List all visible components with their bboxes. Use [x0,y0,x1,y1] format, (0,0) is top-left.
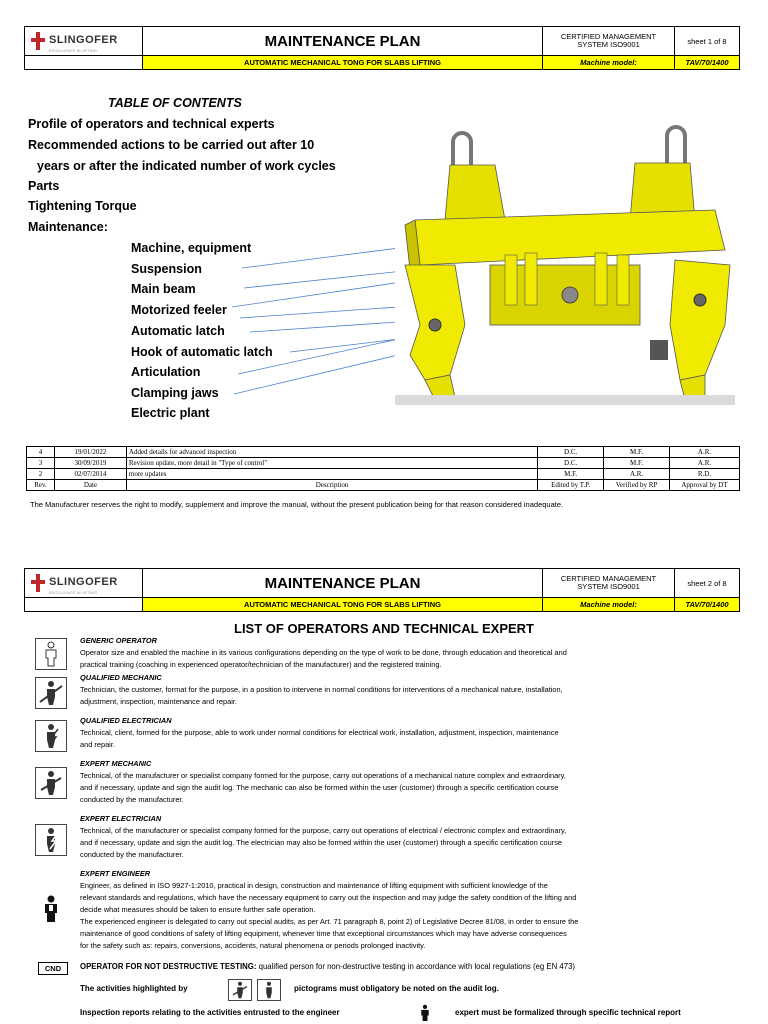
maintenance-item: Machine, equipment [131,241,252,255]
inspection-text-start: Inspection reports relating to the activities entrusted to the engineer [80,1008,340,1017]
description-header: Description [126,480,537,491]
company-logo [25,569,143,597]
logo-text: SLINGOFER [49,575,118,588]
verified-cell: A.R. [604,469,670,480]
description-cell: more updates [126,469,537,480]
approval-cell: A.R. [670,458,740,469]
table-row [27,469,740,480]
operator-heading: EXPERT MECHANIC [80,759,152,768]
approval-header: Approval by DT [670,480,740,491]
verified-cell: M.F. [604,458,670,469]
document-subtitle: AUTOMATIC MECHANICAL TONG FOR SLABS LIFTING [143,56,543,69]
maintenance-item: Articulation [131,365,201,379]
maintenance-item: Automatic latch [131,324,225,338]
operator-qualified-mechanic [80,672,660,708]
expert-electrician-icon [35,824,67,856]
verified-header: Verified by RP [604,480,670,491]
operator-text: Technician, the customer, format for the purpose, in a position to intervene in normal conditions for interventions of a mechanical nature, installation, [80,685,563,694]
approval-cell: R.D. [670,469,740,480]
operator-heading: QUALIFIED MECHANIC [80,673,162,682]
operator-text: conducted by the manufacturer. [80,850,184,859]
operator-text: The experienced engineer is delegated to carry out special audits, as per Art. 71 paragraph 8, point 2) of Legislative Decree 81/08, in order to ensure the [80,917,579,926]
operator-heading: EXPERT ENGINEER [80,869,151,878]
operator-text: conducted by the manufacturer. [80,795,184,804]
cert-line-2: SYSTEM ISO9001 [577,40,640,49]
cnd-description [80,962,575,971]
revision-table [26,446,740,491]
logo-mark-icon [31,574,45,592]
operator-text: practical training (coaching in experienced operator/technician of the manufacturer) and the registered training. [80,660,442,669]
expert-electrician-pictogram-icon [257,979,281,1001]
expert-engineer-pictogram-icon [413,1002,437,1024]
date-cell: 02/07/2014 [54,469,126,480]
table-header-row [27,480,740,491]
machine-model-label: Machine model: [543,598,675,611]
section-title: LIST OF OPERATORS AND TECHNICAL EXPERT [234,621,534,636]
qualified-electrician-icon [35,720,67,752]
certification-label [543,569,675,597]
toc-item: Maintenance: [28,220,108,234]
operator-generic [80,635,660,671]
cert-line-2: SYSTEM ISO9001 [577,582,640,591]
edited-header: Edited by T.P. [538,480,604,491]
operator-text: Technical, of the manufacturer or specialist company formed for the purpose, carry out operations of a mechanical nature complex and extraordinary, [80,771,566,780]
maintenance-item: Motorized feeler [131,303,227,317]
operator-text: decide what measures should be taken to ensure further safe operation. [80,905,316,914]
document-subtitle: AUTOMATIC MECHANICAL TONG FOR SLABS LIFTING [143,598,543,611]
table-row [27,458,740,469]
rev-cell: 3 [27,458,55,469]
operator-text: Technical, client, formed for the purpose, able to work under normal conditions for electrical work, installation, adjustment, inspection, maintenance [80,728,559,737]
verified-cell: M.F. [604,447,670,458]
disclaimer: The Manufacturer reserves the right to modify, supplement and improve the manual, without the present publication being for that reason considered inadequate. [30,500,564,509]
logo-subtext: EXCELLENCE IN LIFTING [49,47,98,53]
rev-cell: 4 [27,447,55,458]
date-cell: 19/01/2022 [54,447,126,458]
operator-text: adjustment, inspection, maintenance and repair. [80,697,237,706]
operator-text: Operator size and enabled the machine in its various configurations depending on the type of work to be done, through education and theoretical and [80,648,567,657]
operator-text: for the safety such as: repairs, conversions, accidents, natural phenomena or periods prolonged inactivity. [80,941,426,950]
toc-item: Recommended actions to be carried out after 10 [28,138,315,152]
toc-title: TABLE OF CONTENTS [108,96,242,110]
operator-expert-electrician [80,813,660,861]
qualified-mechanic-icon [35,677,67,709]
document-title: MAINTENANCE PLAN [143,27,543,55]
toc-item: Profile of operators and technical experts [28,117,275,131]
toc-item: Tightening Torque [28,199,137,213]
machine-model-label: Machine model: [543,56,675,69]
operator-text: Technical, of the manufacturer or specialist company formed for the purpose, carry out operations of electrical / electronic complex and extraordinary, [80,826,567,835]
table-row [27,447,740,458]
edited-cell: D.C. [538,447,604,458]
logo-subtext: EXCELLENCE IN LIFTING [49,589,98,595]
expert-mechanic-pictogram-icon [228,979,252,1001]
sheet-number: sheet 2 of 8 [687,578,727,588]
expert-mechanic-icon [35,767,67,799]
edited-cell: M.F. [538,469,604,480]
logo-text: SLINGOFER [49,33,118,46]
operator-text: and repair. [80,740,115,749]
cnd-text: qualified person for non-destructive testing in accordance with local regulations (eg EN 473) [256,962,576,971]
description-cell: Added details for advanced inspection [126,447,537,458]
cnd-badge: CND [38,962,68,975]
cert-line-1: CERTIFIED MANAGEMENT [560,573,657,583]
description-cell: Revision update, more detail in "Type of control" [126,458,537,469]
activities-text-start: The activities highlighted by [80,984,188,993]
date-header: Date [54,480,126,491]
operator-text: and if necessary, update and sign the audit log. The electrician may also be formed within the user (customer) through a specific certification course [80,838,563,847]
toc-item: years or after the indicated number of work cycles [37,159,336,173]
cert-line-1: CERTIFIED MANAGEMENT [560,31,657,41]
operator-text: and if necessary, update and sign the audit log. The mechanic can also be formed within the user (customer) through a specific certification course [80,783,559,792]
approval-cell: A.R. [670,447,740,458]
maintenance-item: Suspension [131,262,202,276]
machine-model-value: TAV/70/1400 [675,598,739,611]
machine-model-value: TAV/70/1400 [675,56,739,69]
maintenance-item: Hook of automatic latch [131,345,273,359]
operator-text: maintenance of good conditions of safety of lifting equipment, whenever time that exceptional circumstances which may have adverse consequences [80,929,567,938]
page2-header [24,568,740,612]
document-title: MAINTENANCE PLAN [143,569,543,597]
operator-text: relevant standards and regulations, which have the necessary equipment to carry out the inspection and may judge the safety condition of the lifting and [80,893,577,902]
date-cell: 30/09/2019 [54,458,126,469]
inspection-text-end: expert must be formalized through specific technical report [455,1008,681,1017]
edited-cell: D.C. [538,458,604,469]
generic-operator-icon [35,638,67,670]
rev-cell: 2 [27,469,55,480]
cnd-heading: OPERATOR FOR NOT DESTRUCTIVE TESTING: [80,962,257,971]
operator-heading: QUALIFIED ELECTRICIAN [80,716,172,725]
operator-expert-engineer [80,868,660,952]
maintenance-item: Main beam [131,282,196,296]
toc-item: Parts [28,179,60,193]
operator-qualified-electrician [80,715,660,751]
rev-header: Rev. [27,480,55,491]
maintenance-item: Electric plant [131,406,210,420]
operator-expert-mechanic [80,758,660,806]
activities-text-end: pictograms must obligatory be noted on the audit log. [294,984,499,993]
maintenance-item: Clamping jaws [131,386,219,400]
sheet-number: sheet 1 of 8 [687,36,727,46]
operator-heading: GENERIC OPERATOR [80,636,157,645]
expert-engineer-icon [35,893,67,925]
machine-illustration [395,125,735,405]
operator-text: Engineer, as defined in ISO 9927-1:2010, practical in design, construction and maintenance of lifting equipment with sufficient knowledge of the [80,881,548,890]
operator-heading: EXPERT ELECTRICIAN [80,814,162,823]
